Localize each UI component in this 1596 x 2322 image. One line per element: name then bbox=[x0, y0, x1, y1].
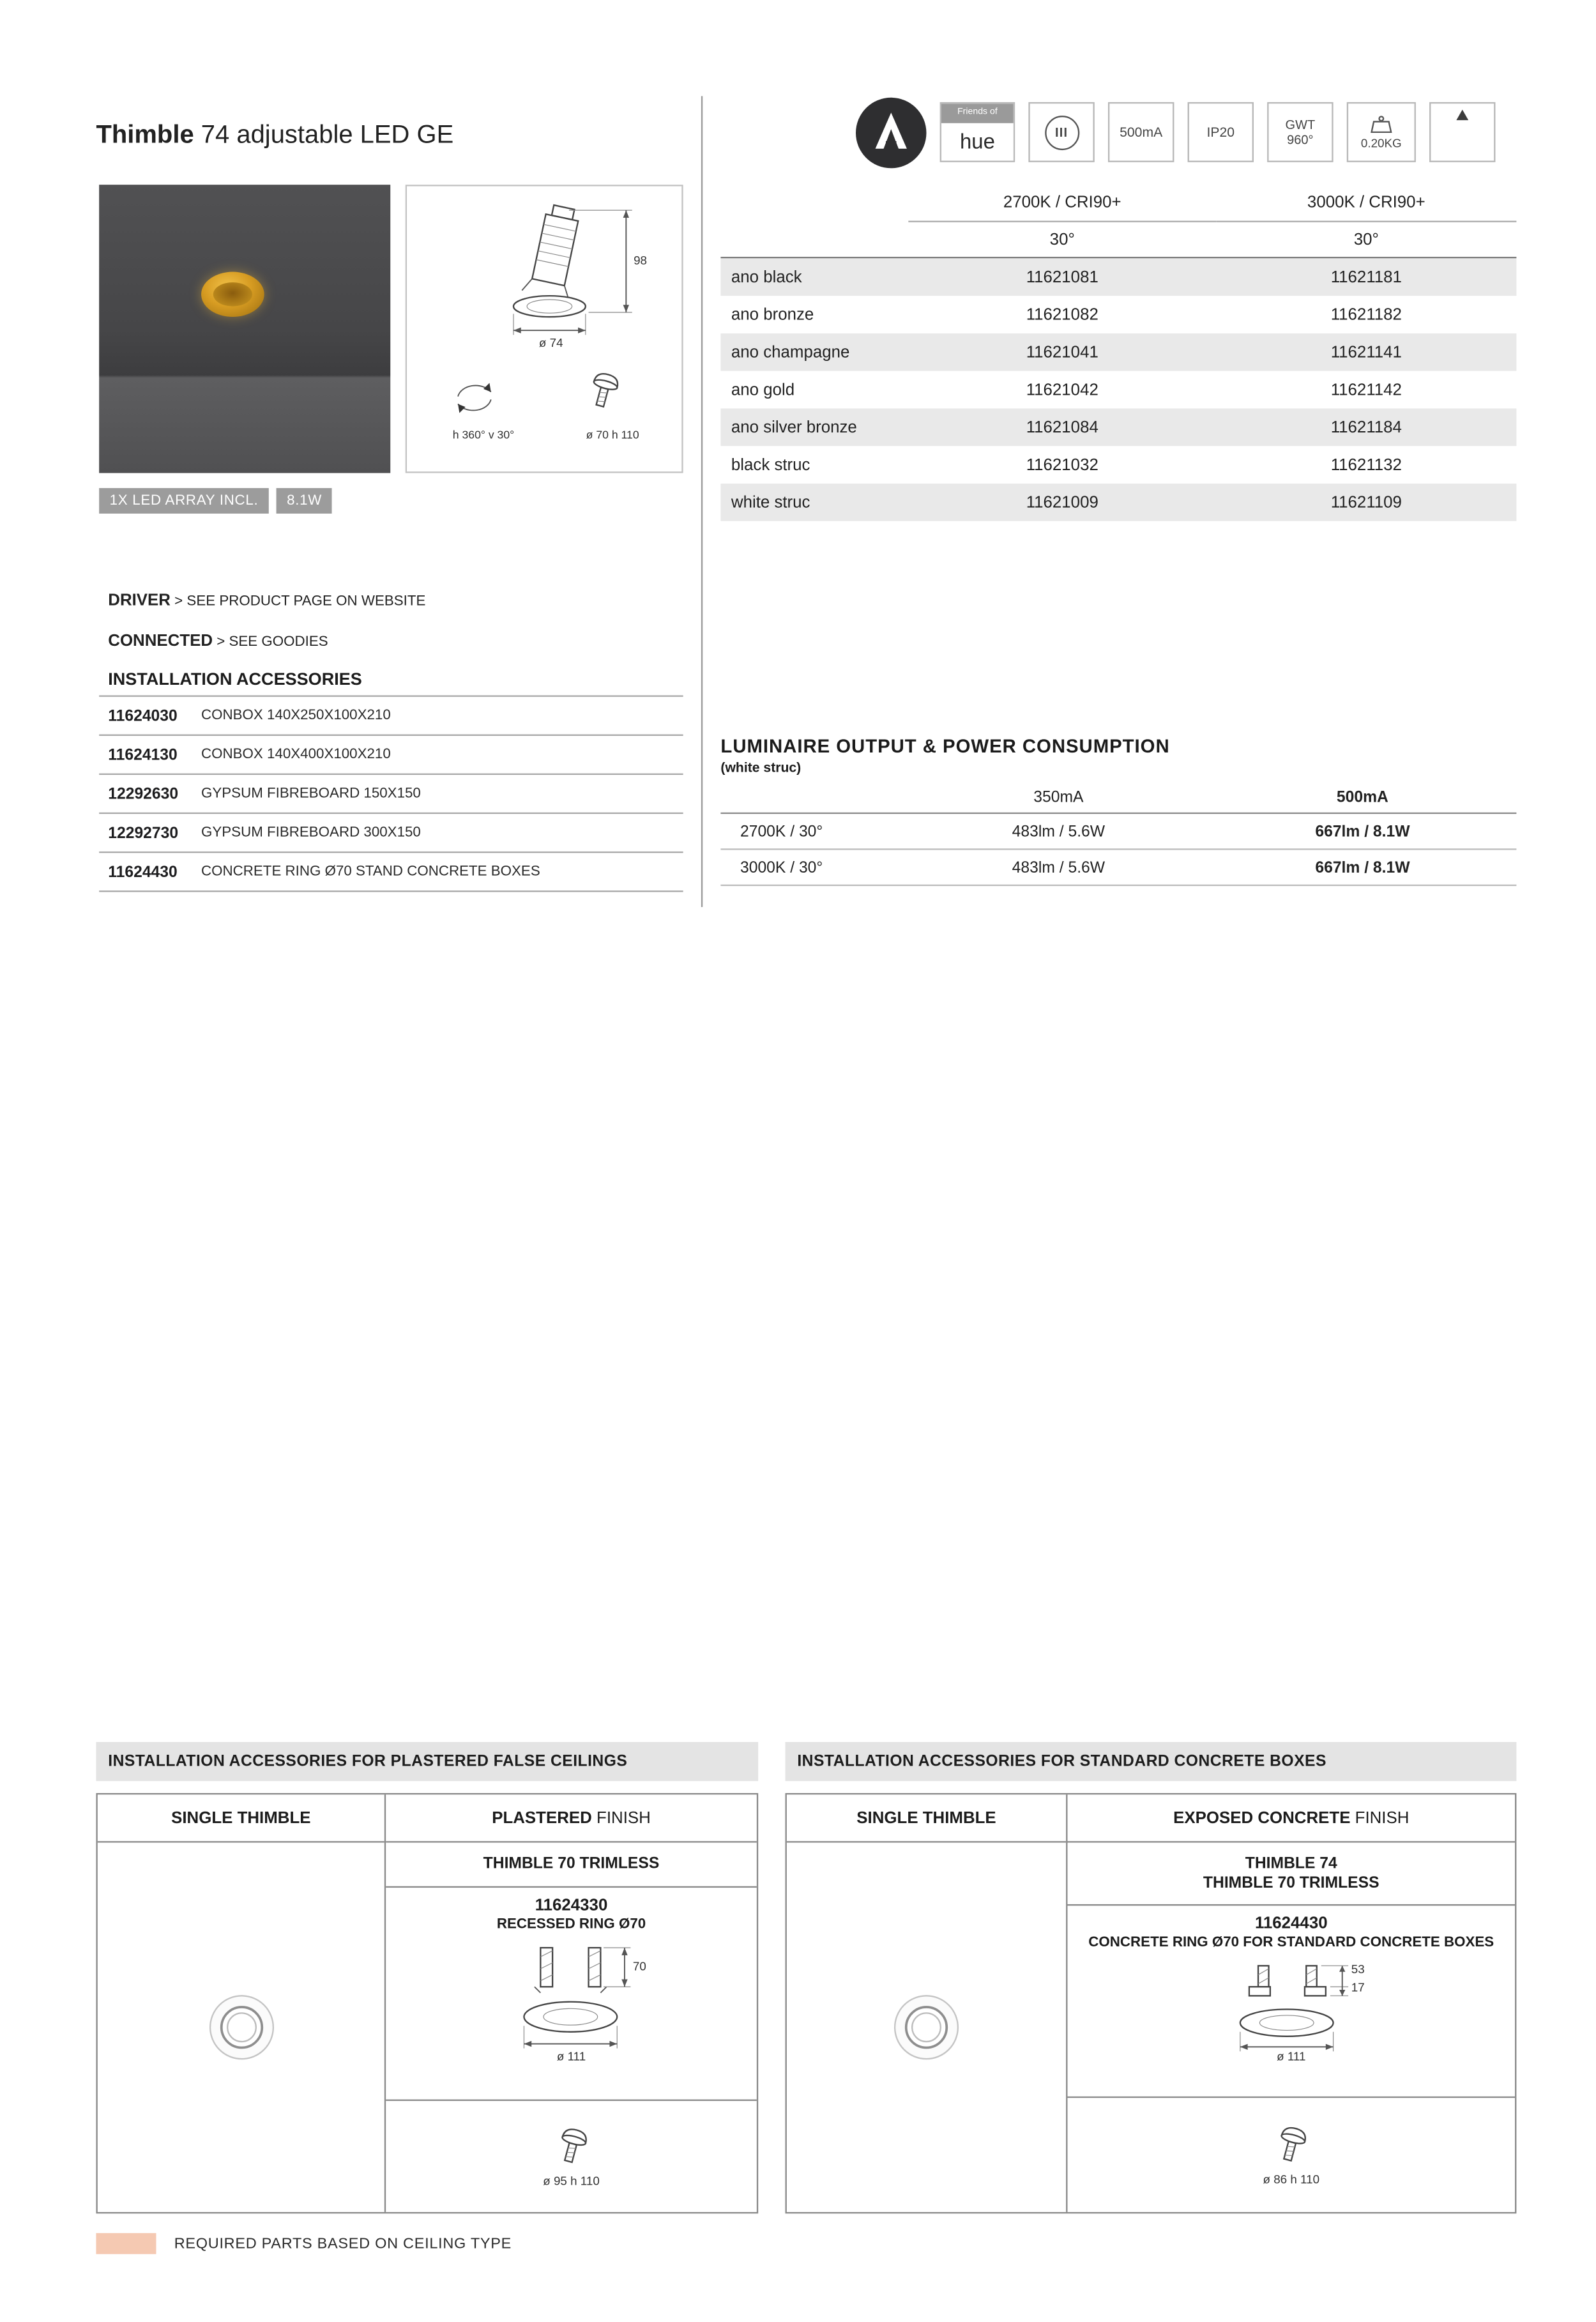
ip-rating-spec: IP20 bbox=[1188, 102, 1254, 162]
legend bbox=[96, 2233, 512, 2254]
finish-header: EXPOSED CONCRETE FINISH bbox=[1067, 1794, 1515, 1842]
ceiling-cutout-view bbox=[98, 1843, 384, 2212]
table-body bbox=[720, 258, 1516, 521]
finish-name: black struc bbox=[731, 455, 810, 474]
class-iii-mark: III bbox=[1044, 115, 1079, 149]
beam-angle-2700k: 30° bbox=[1049, 230, 1075, 249]
accessory-row bbox=[99, 814, 683, 853]
article-code: 11621181 bbox=[1330, 268, 1402, 286]
ceiling-mount-spec bbox=[1429, 102, 1495, 162]
weight-spec: 0.20KG bbox=[1347, 102, 1416, 162]
table-row bbox=[720, 446, 1516, 484]
product-photo bbox=[99, 185, 390, 473]
recessed-light-image bbox=[201, 272, 264, 317]
glow-wire-spec: GWT 960° bbox=[1267, 102, 1333, 162]
screw-icon bbox=[1272, 2123, 1311, 2169]
article-code: 11621132 bbox=[1330, 455, 1402, 474]
single-thimble-header: SINGLE THIMBLE bbox=[98, 1794, 384, 1842]
connected-label: CONNECTED bbox=[108, 632, 213, 650]
driver-info bbox=[108, 592, 425, 609]
finish-name: ano silver bronze bbox=[731, 418, 857, 436]
accessory-desc: GYPSUM FIBREBOARD 150X150 bbox=[201, 785, 421, 802]
col-header-2700k: 2700K / CRI90+ bbox=[908, 185, 1216, 222]
col-350ma: 350mA bbox=[1033, 788, 1084, 806]
ordering-table bbox=[720, 185, 1516, 521]
table-row bbox=[720, 484, 1516, 521]
finish-name: ano bronze bbox=[731, 305, 814, 324]
accessory-desc: CONCRETE RING Ø70 STAND CONCRETE BOXES bbox=[201, 863, 540, 880]
accessories-title: INSTALLATION ACCESSORIES bbox=[108, 671, 362, 690]
plastered-box-table bbox=[96, 1793, 758, 2213]
output-500: 667lm / 8.1W bbox=[1315, 822, 1410, 841]
concrete-box-header: INSTALLATION ACCESSORIES FOR STANDARD CONCRETE BOXES bbox=[786, 1742, 1517, 1781]
accessory-detail-cell bbox=[1067, 1906, 1515, 2098]
page-title bbox=[96, 120, 453, 150]
output-section-subtitle: (white struc) bbox=[720, 760, 802, 775]
accessory-desc: RECESSED RING Ø70 bbox=[496, 1916, 646, 1933]
cutout-circles-drawing bbox=[878, 1979, 974, 2075]
accessories-list bbox=[99, 695, 683, 892]
finish-name: ano gold bbox=[731, 380, 795, 399]
compatible-products: THIMBLE 74 THIMBLE 70 TRIMLESS bbox=[1067, 1843, 1515, 1906]
article-code: 11621009 bbox=[1026, 493, 1098, 512]
triangle-icon bbox=[1456, 110, 1468, 120]
product-subtitle: 74 adjustable LED GE bbox=[201, 120, 454, 149]
accessory-desc: CONBOX 140X400X100X210 bbox=[201, 746, 391, 763]
output-header-row bbox=[720, 781, 1516, 814]
finish-name: ano black bbox=[731, 268, 802, 286]
col-header-3000k: 3000K / CRI90+ bbox=[1216, 185, 1516, 222]
article-code: 11621084 bbox=[1026, 418, 1098, 436]
ring-diameter-label: ø 111 bbox=[1277, 2049, 1306, 2064]
brand-logo-icon bbox=[856, 97, 926, 167]
ring-drawing bbox=[459, 1939, 684, 2068]
article-code: 11621042 bbox=[1026, 380, 1098, 399]
finish-name: ano champagne bbox=[731, 343, 850, 362]
accessory-desc: CONCRETE RING Ø70 FOR STANDARD CONCRETE BOXES bbox=[1088, 1934, 1494, 1951]
scale-icon bbox=[1369, 115, 1394, 133]
output-label: 3000K / 30° bbox=[740, 858, 823, 876]
legend-text: REQUIRED PARTS BASED ON CEILING TYPE bbox=[174, 2235, 512, 2252]
output-table bbox=[720, 781, 1516, 886]
accessory-row bbox=[99, 853, 683, 892]
connected-info bbox=[108, 632, 328, 650]
table-header-row bbox=[720, 185, 1516, 222]
column-divider bbox=[701, 96, 703, 906]
spec-icon-row bbox=[856, 96, 1495, 168]
accessory-code: 11624330 bbox=[535, 1897, 608, 1915]
screw-icon bbox=[552, 2125, 591, 2171]
legend-color-swatch bbox=[96, 2233, 156, 2254]
ring-flange-label: 17 bbox=[1351, 1980, 1365, 1994]
protection-class-icon bbox=[1028, 102, 1094, 162]
output-section-title: LUMINAIRE OUTPUT & POWER CONSUMPTION bbox=[720, 735, 1170, 757]
article-code: 11621082 bbox=[1026, 305, 1098, 324]
concrete-accessories-box bbox=[786, 1742, 1517, 2213]
table-row bbox=[720, 371, 1516, 409]
hue-badge-name: hue bbox=[959, 129, 995, 153]
accessory-code: 11624030 bbox=[108, 707, 178, 725]
ceiling-cutout-view bbox=[787, 1843, 1066, 2212]
finish-name: white struc bbox=[731, 493, 810, 512]
output-350: 483lm / 5.6W bbox=[1012, 822, 1106, 841]
article-code: 11621109 bbox=[1330, 493, 1402, 512]
ring-drawing bbox=[1171, 1957, 1411, 2065]
dim-diameter-label: ø 74 bbox=[538, 336, 563, 350]
col-500ma: 500mA bbox=[1336, 788, 1388, 806]
table-row bbox=[720, 258, 1516, 296]
driver-label: DRIVER bbox=[108, 592, 171, 610]
accessory-code: 11624430 bbox=[108, 862, 178, 881]
ring-diameter-label: ø 111 bbox=[556, 2049, 586, 2064]
cutout-label: ø 86 h 110 bbox=[1263, 2173, 1320, 2187]
accessory-row bbox=[99, 736, 683, 775]
article-code: 11621142 bbox=[1330, 380, 1402, 399]
article-code: 11621141 bbox=[1330, 343, 1402, 362]
dim-height-label: 98 bbox=[634, 254, 648, 268]
technical-drawing bbox=[406, 185, 683, 473]
wattage-badge: 8.1W bbox=[277, 488, 333, 514]
ring-height-label: 70 bbox=[632, 1959, 646, 1974]
table-beam-row bbox=[720, 222, 1516, 258]
table-row bbox=[720, 333, 1516, 371]
output-row bbox=[720, 850, 1516, 886]
table-row bbox=[720, 296, 1516, 333]
drive-current-spec: 500mA bbox=[1108, 102, 1174, 162]
connected-value: > SEE GOODIES bbox=[217, 634, 328, 650]
output-label: 2700K / 30° bbox=[740, 822, 823, 841]
accessory-desc: GYPSUM FIBREBOARD 300X150 bbox=[201, 824, 421, 841]
product-name: Thimble bbox=[96, 120, 194, 149]
beam-angle-3000k: 30° bbox=[1353, 230, 1379, 249]
accessory-detail-cell bbox=[386, 1888, 757, 2101]
plastered-accessories-box bbox=[96, 1742, 758, 2213]
accessory-row bbox=[99, 775, 683, 814]
compatible-product: THIMBLE 70 TRIMLESS bbox=[386, 1843, 757, 1888]
cutout-label: ø 70 h 110 bbox=[586, 428, 639, 442]
single-thimble-header: SINGLE THIMBLE bbox=[787, 1794, 1066, 1842]
accessory-row bbox=[99, 697, 683, 736]
cutout-circles-drawing bbox=[193, 1979, 289, 2075]
accessory-code: 11624130 bbox=[108, 745, 178, 764]
output-row bbox=[720, 814, 1516, 850]
accessory-code: 12292730 bbox=[108, 823, 179, 842]
output-500: 667lm / 8.1W bbox=[1315, 858, 1410, 876]
driver-value: > SEE PRODUCT PAGE ON WEBSITE bbox=[174, 593, 426, 610]
article-code: 11621032 bbox=[1026, 455, 1098, 474]
output-350: 483lm / 5.6W bbox=[1012, 858, 1106, 876]
hue-badge-top: Friends of bbox=[941, 103, 1014, 123]
cutout-label: ø 95 h 110 bbox=[543, 2174, 600, 2188]
article-code: 11621081 bbox=[1026, 268, 1098, 286]
article-code: 11621182 bbox=[1330, 305, 1402, 324]
article-code: 11621041 bbox=[1026, 343, 1098, 362]
ring-height-label: 53 bbox=[1351, 1962, 1365, 1976]
cutout-cell bbox=[1067, 2098, 1515, 2212]
table-row bbox=[720, 408, 1516, 446]
accessory-code: 12292630 bbox=[108, 784, 179, 803]
concrete-box-table bbox=[786, 1793, 1517, 2213]
friends-of-hue-badge bbox=[940, 102, 1015, 162]
accessory-code: 11624430 bbox=[1254, 1914, 1328, 1933]
finish-header: PLASTERED FINISH bbox=[386, 1794, 757, 1842]
plastered-box-header: INSTALLATION ACCESSORIES FOR PLASTERED FALSE CEILINGS bbox=[96, 1742, 758, 1781]
accessory-desc: CONBOX 140X250X100X210 bbox=[201, 707, 391, 724]
rotation-label: h 360° v 30° bbox=[452, 428, 515, 442]
product-badges bbox=[99, 488, 332, 514]
led-array-badge: 1X LED ARRAY INCL. bbox=[99, 488, 269, 514]
article-code: 11621184 bbox=[1330, 418, 1402, 436]
cutout-cell bbox=[386, 2101, 757, 2212]
